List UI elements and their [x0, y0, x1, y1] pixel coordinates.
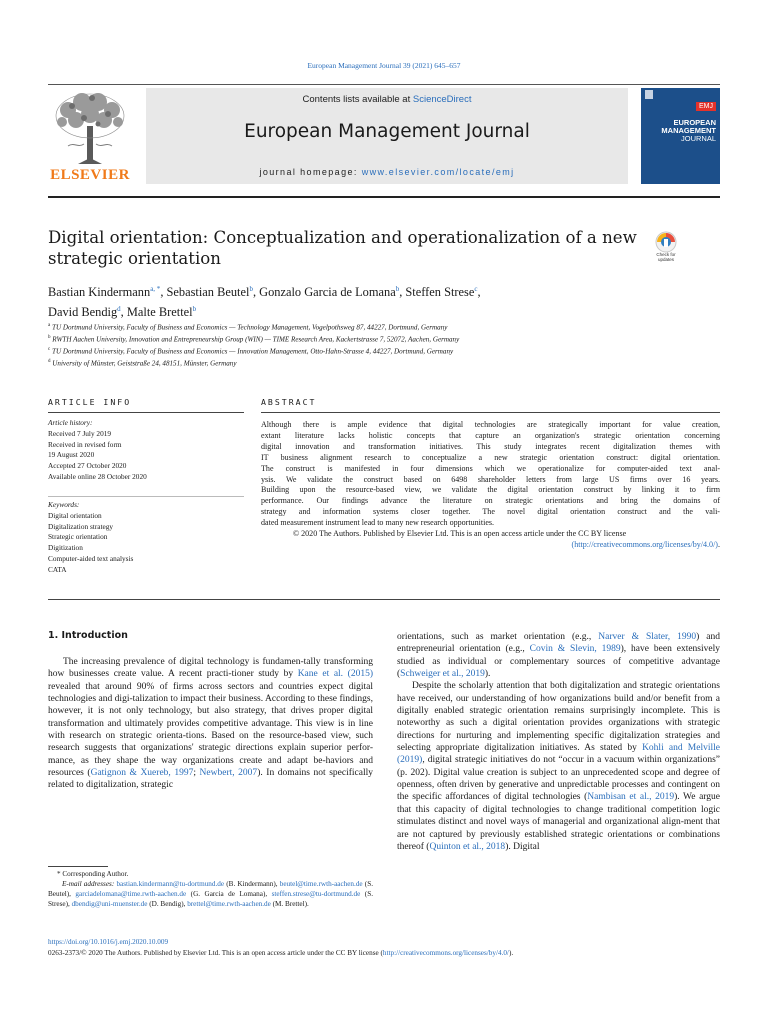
author-name[interactable]: , Steffen Strese: [399, 285, 475, 300]
homepage-link[interactable]: www.elsevier.com/locate/emj: [361, 167, 515, 177]
info-divider: [48, 496, 244, 497]
citation-link[interactable]: Kohli and Melville (2019): [397, 743, 720, 766]
elsevier-wordmark: ELSEVIER: [50, 167, 130, 183]
text-run: ) and entrepreneurial orientation (e.g.,: [397, 632, 720, 655]
keyword-item: CATA: [48, 564, 67, 574]
author-affiliation-marker[interactable]: a, *: [150, 285, 161, 293]
homepage-prefix: journal homepage:: [259, 167, 362, 177]
email-label: E-mail addresses:: [62, 880, 117, 888]
abstract-line: performance. Our findings advance the literature on strategic orientations and bring the domains of: [261, 496, 720, 506]
title-line-1: Digital orientation: Conceptualization and operationalization of a new: [48, 228, 637, 247]
license-line: (http://creativecommons.org/licenses/by/4.0/).: [571, 539, 720, 549]
author-name[interactable]: Bastian Kindermann: [48, 285, 151, 300]
affiliation-item: $^a$ TU Dortmund University, Faculty of Business and Economics — Technology Management, Vogelpothsweg 87, 44227, Dortmund, Germany: [48, 323, 448, 332]
author-affiliation-marker[interactable]: b: [192, 305, 197, 314]
text-run: revealed that around 90% of firms across sectors and countries expect digital technologies and digi-talization to impact their business. According to these findings, however, it is not only technology, but also strategy, that drives proper digital transformation and ultimately provides competitive advantage. This view is in line with research on strategic orienta-tions. Based on the resource-based view, such research suggests that organizations' strategic directions explain superior perfor-mance, as they shape the way organizations create and adapt be-haviors and resources (: [48, 681, 373, 779]
footnote-rule: [48, 866, 108, 867]
journal-citation[interactable]: European Management Journal 39 (2021) 645–657: [307, 61, 461, 70]
keywords-block: [48, 500, 244, 576]
abstract-body: [261, 420, 720, 551]
affiliation-list: [48, 321, 708, 369]
journal-title: European Management Journal: [244, 121, 530, 142]
abstract-line: The construct is manifested in four dimensions which we operationalize for computer-aided text anal-: [261, 463, 720, 473]
email-link[interactable]: steffen.strese@tu-dortmund.de: [271, 890, 361, 898]
sciencedirect-link[interactable]: ScienceDirect: [412, 94, 472, 105]
text-run: (M. Brettel).: [270, 900, 309, 908]
history-label: Article history:: [48, 418, 93, 427]
author-name[interactable]: , Gonzalo Garcia de Lomana: [252, 285, 396, 300]
intro-paragraph: [397, 631, 720, 680]
intro-paragraph: [48, 656, 373, 792]
abstract-line: IT business alignment research to conceptualize a new strategic orientation construct: digital orientation.: [261, 452, 720, 462]
intro-paragraph: [397, 680, 720, 853]
author-affiliation-marker[interactable]: b: [395, 285, 400, 293]
body-column-right: [397, 631, 720, 853]
abstract-line: dated measurement instrument lead to many new research opportunities.: [261, 518, 495, 528]
citation-link[interactable]: Quinton et al., 2018: [429, 841, 506, 852]
author-separator: ,: [477, 285, 481, 300]
author-affiliation-marker[interactable]: d: [117, 305, 121, 314]
cover-emblem-icon: [645, 90, 653, 99]
homepage-line: [146, 167, 628, 177]
article-info-rule: [48, 412, 244, 413]
text-run: ).: [484, 669, 491, 680]
abstract-line: extant literature lacks holistic concepts that capture an organization's strategic orientation concerning: [261, 430, 720, 440]
text-run: (G. Garcia de Lomana),: [186, 890, 272, 898]
affiliation-item: $^c$ TU Dortmund University, Faculty of Business and Economics — Innovation Management, Otto-Hahn-Strasse 4, 44227, Dortmund, Germany: [48, 346, 454, 356]
license-statement: © 2020 The Authors. Published by Elsevier Ltd. This is an open access article under the CC BY license: [293, 529, 627, 539]
author-list: [48, 281, 708, 321]
journal-cover-thumbnail[interactable]: [641, 88, 720, 184]
keyword-item: Digitalization strategy: [48, 521, 114, 531]
article-footer: [48, 937, 748, 958]
text-run: (S. Beutel),: [48, 880, 373, 898]
abstract-line: Although there is ample evidence that digital technologies are strategically important for value creation,: [261, 420, 720, 429]
history-item: Received 7 July 2019: [48, 428, 112, 438]
citation-link[interactable]: Newbert, 2007: [199, 768, 258, 779]
abstract-line: strategy and information systems closer together. The novel digital orientation construct and the vali-: [261, 507, 720, 517]
citation-link[interactable]: Gatignon & Xuereb, 1997: [90, 768, 194, 779]
email-link[interactable]: garciadelomana@time.rwth-aachen.de: [75, 890, 187, 898]
keyword-item: Digital orientation: [48, 510, 102, 520]
email-link[interactable]: beutel@time.rwth-aachen.de: [279, 880, 363, 888]
check-for-updates-icon: [648, 230, 684, 254]
cover-title: [641, 119, 716, 143]
email-addresses: [48, 879, 373, 909]
contents-prefix: Contents lists available at: [302, 94, 413, 105]
text-run: The increasing prevalence of digital technology is fundamen-tally transforming how businesses create value. A recent practi-tioner study by: [48, 657, 373, 680]
text-run: ). Digital: [505, 841, 540, 852]
abstract-heading: ABSTRACT: [261, 397, 317, 407]
footnote: [48, 869, 373, 909]
email-link[interactable]: bastian.kindermann@tu-dortmund.de: [116, 880, 225, 888]
cover-line1: EUROPEAN: [673, 118, 716, 127]
article-info-heading: ARTICLE INFO: [48, 397, 132, 407]
abstract-rule: [261, 412, 720, 413]
author-affiliation-marker[interactable]: b: [249, 285, 253, 293]
footer-license-link[interactable]: http://creativecommons.org/licenses/by/4.0/: [382, 948, 509, 957]
text-run: , digital strategic initiatives do not “occur in a vacuum within organizations” (p. 202). Digital value creation is subject to an unprecedented scope and degree of openness, often driven by generative and unpredictable processes and contingent on the specific affordances of digital technologies (: [397, 755, 720, 803]
title-line-2: strategic orientation: [48, 249, 221, 268]
email-link[interactable]: brettel@time.rwth-aachen.de: [187, 900, 271, 908]
history-item: 19 August 2020: [48, 450, 95, 460]
history-item: Received in revised form: [48, 439, 122, 449]
cover-line2: MANAGEMENT: [661, 126, 716, 135]
keyword-item: Strategic orientation: [48, 532, 108, 542]
section-heading: 1. Introduction: [48, 630, 128, 641]
contents-line: [146, 94, 628, 105]
keywords-label: Keywords:: [48, 500, 80, 509]
doi-link[interactable]: https://doi.org/10.1016/j.emj.2020.10.009: [48, 938, 169, 946]
citation-link[interactable]: Kane et al. (2015): [297, 669, 373, 680]
masthead-bottom-rule: [48, 196, 720, 198]
copyright-line: 0263-2373/© 2020 The Authors. Published by Elsevier Ltd. This is an open access article under the CC BY license (http://creativecommons.org/licenses/by/4.0/).: [48, 948, 514, 957]
author-name[interactable]: David Bendig: [48, 305, 118, 320]
article-title: [48, 227, 638, 269]
email-link[interactable]: dbendig@uni-muenster.de: [71, 900, 148, 908]
text-run: (S. Strese),: [48, 890, 373, 908]
citation-link[interactable]: Nambisan et al., 2019: [587, 792, 675, 803]
affiliation-item: $^b$ RWTH Aachen University, Innovation and Entrepreneurship Group (WIN) — TIME Research Area, Kackertstrasse 7, 52072, Aachen, Germany: [48, 334, 460, 344]
keyword-item: Computer-aided text analysis: [48, 553, 134, 563]
text-run: ). In domains not specifically related to digitalization, strategic: [48, 768, 373, 791]
text-run: ;: [193, 768, 200, 779]
text-run: (B. Kindermann),: [224, 880, 280, 888]
affiliation-item: $^d$ University of Münster, Geiststraße 24, 48151, Münster, Germany: [48, 358, 237, 368]
license-link[interactable]: (http://creativecommons.org/licenses/by/4.0/): [571, 539, 718, 549]
citation-link[interactable]: Schweiger et al., 2019: [400, 669, 485, 680]
author-affiliation-marker[interactable]: c: [474, 285, 478, 293]
corresponding-author-note: * Corresponding Author.: [57, 870, 129, 878]
author-name[interactable]: , Sebastian Beutel: [160, 285, 250, 300]
abstract-bottom-rule: [48, 599, 720, 600]
text-run: ), have been extensively studied as individual or complementary sources of competitive advantage (: [397, 644, 720, 680]
check-for-updates-label: Check for updates: [656, 252, 676, 262]
keyword-item: Digitization: [48, 543, 83, 553]
citation-link[interactable]: Covin & Slevin, 1989: [529, 644, 621, 655]
citation-link[interactable]: Narver & Slater, 1990: [598, 632, 697, 642]
history-item: Accepted 27 October 2020: [48, 461, 127, 471]
text-run: Despite the scholarly attention that both digitalization and strategic orientations have received, our understanding of how organizations build and/or benefit from a digitally enabled strategic orientation remains surprisingly incomplete. This is noteworthy as such a digital orientation provides organizations with strategic directions for nurturing and implementing specific digitalization strategies and selecting appropriate digitalization initiatives. As stated by: [397, 681, 720, 754]
header-top-rule: [48, 84, 720, 85]
cover-line3: JOURNAL: [680, 134, 716, 143]
text-run: ). We argue that this capacity of digital technologies to change traditional competition logic stimulates distinct and novel ways of managerial and organizational align-ment that are not captured by previously established strategic orientations or combinations thereof (: [397, 792, 720, 852]
history-item: Available online 28 October 2020: [48, 471, 147, 481]
abstract-line: ysis. We validate the construct based on 6498 shareholder letters from large US firms over 16 years.: [261, 474, 720, 484]
abstract-line: Building upon the resource-based view, we validate the digital orientation construct by linking it to firm: [261, 485, 720, 495]
article-history: [48, 418, 244, 483]
text-run: (D. Bendig),: [147, 900, 188, 908]
cover-badge: EMJ: [696, 102, 716, 111]
body-column-left: [48, 656, 373, 792]
author-name[interactable]: , Malte Brettel: [120, 305, 193, 320]
abstract-line: digital innovation and transformation initiatives. This study integrates recent digitalization themes with: [261, 441, 720, 451]
text-run: orientations, such as market orientation (e.g.,: [397, 632, 599, 642]
